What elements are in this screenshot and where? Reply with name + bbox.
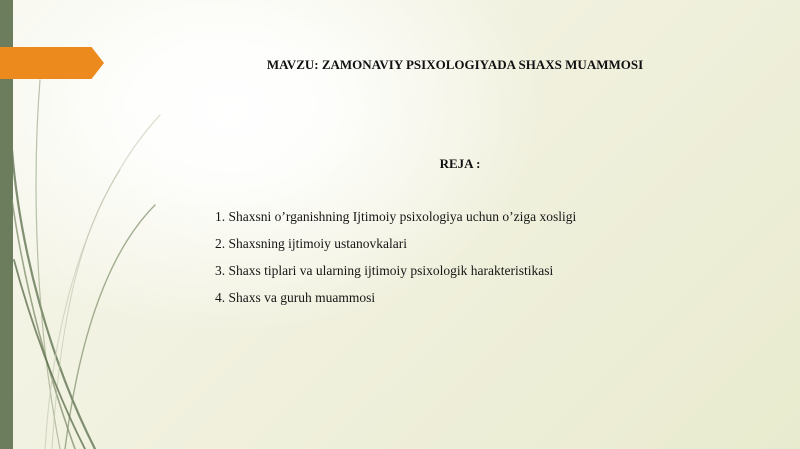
plan-list — [215, 208, 576, 316]
plan-item-1: 1. Shaxsni o’rganishning Ijtimoiy psixologiya uchun o’ziga xosligi — [215, 209, 577, 224]
plan-item-2: 2. Shaxsning ijtimoiy ustanovkalari — [215, 236, 407, 251]
plan-item-4: 4. Shaxs va guruh muammosi — [215, 290, 376, 305]
plan-item-3: 3. Shaxs tiplari va ularning ijtimoiy psixologik harakteristikasi — [215, 263, 554, 278]
plan-heading: REJA : — [439, 156, 481, 171]
slide-title: MAVZU: ZAMONAVIY PSIXOLOGIYADA SHAXS MUAMMOSI — [266, 57, 644, 72]
orange-arrow-tab — [0, 47, 104, 79]
